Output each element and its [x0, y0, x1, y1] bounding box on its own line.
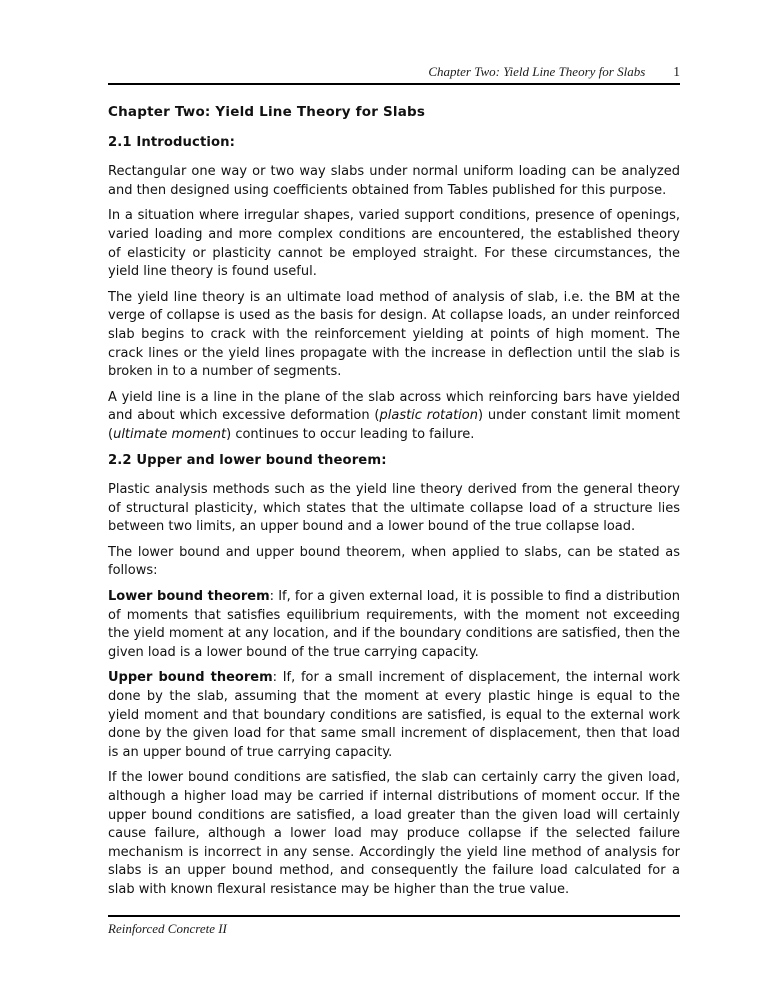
footer-course-title: Reinforced Concrete II — [108, 921, 227, 936]
header-chapter-title: Chapter Two: Yield Line Theory for Slabs — [428, 64, 646, 79]
italic-term: plastic rotation — [379, 408, 478, 424]
italic-term: ultimate moment — [113, 426, 227, 442]
paragraph — [108, 389, 680, 445]
paragraph-text: A yield line is a line in the plane of the slab across which reinforcing bars have yielded and about which excessive deformation ( — [108, 389, 680, 424]
lower-bound-theorem-lead: Lower bound theorem — [108, 589, 270, 605]
section-heading-introduction: 2.1 Introduction: — [108, 134, 236, 150]
paragraph-text: : If, for a small increment of displacement, the internal work done by the slab, assuming that the moment at every plastic hinge is equal to the yield moment and that boundary conditions are satisfied, is equal to the external work done by the given load for that same small increment of displacement, then that load is an upper bound of true carrying capacity. — [108, 670, 680, 760]
paragraph: Plastic analysis methods such as the yield line theory derived from the general theory of structural plasticity, which states that the ultimate collapse load of a structure lies between two limits, an upper bound and a lower bound of the true collapse load. — [108, 482, 680, 535]
page-footer — [108, 915, 680, 938]
paragraph — [108, 669, 680, 762]
section-heading-upper-lower-bound: 2.2 Upper and lower bound theorem: — [108, 452, 387, 468]
paragraph: Rectangular one way or two way slabs under normal uniform loading can be analyzed and then designed using coefficients obtained from Tables published for this purpose. — [108, 164, 680, 198]
paragraph: The yield line theory is an ultimate load method of analysis of slab, i.e. the BM at the verge of collapse is used as the basis for design. At collapse loads, an under reinforced slab begins to crack with the reinforcement yielding at points of high moment. The crack lines or the yield lines propagate with the increase in deflection until the slab is broken in to a number of segments. — [108, 289, 680, 380]
document-body — [108, 100, 680, 907]
paragraph: If the lower bound conditions are satisfied, the slab can certainly carry the given load, although a higher load may be carried if internal distributions of moment occur. If the upper bound conditions are satisfied, a load greater than the given load will certainly cause failure, although a lower load may produce collapse if the selected failure mechanism is incorrect in any sense. Accordingly the yield line method of analysis for slabs is an upper bound method, and consequently the failure load calculated for a slab with known flexural resistance may be higher than the true value. — [108, 770, 680, 897]
paragraph: The lower bound and upper bound theorem, when applied to slabs, can be stated as follows: — [108, 544, 680, 579]
paragraph-text: : If, for a given external load, it is possible to find a distribution of moments that satisfies equilibrium requirements, with the moment not exceeding the yield moment at any location, and if the boundary conditions are satisfied, then the given load is a lower bound of the true carrying capacity. — [108, 589, 680, 660]
upper-bound-theorem-lead: Upper bound theorem — [108, 670, 273, 686]
paragraph-text: ) under constant limit moment ( — [108, 408, 680, 442]
page-header — [108, 64, 680, 85]
paragraph: In a situation where irregular shapes, varied support conditions, presence of openings, varied loading and more complex conditions are encountered, the established theory of elasticity or plasticity cannot be employed straight. For these circumstances, the yield line theory is found useful. — [108, 208, 680, 280]
header-page-number: 1 — [673, 64, 680, 79]
paragraph-text: ) continues to occur leading to failure. — [226, 426, 475, 442]
document-title: Chapter Two: Yield Line Theory for Slabs — [108, 104, 426, 120]
paragraph — [108, 588, 680, 662]
